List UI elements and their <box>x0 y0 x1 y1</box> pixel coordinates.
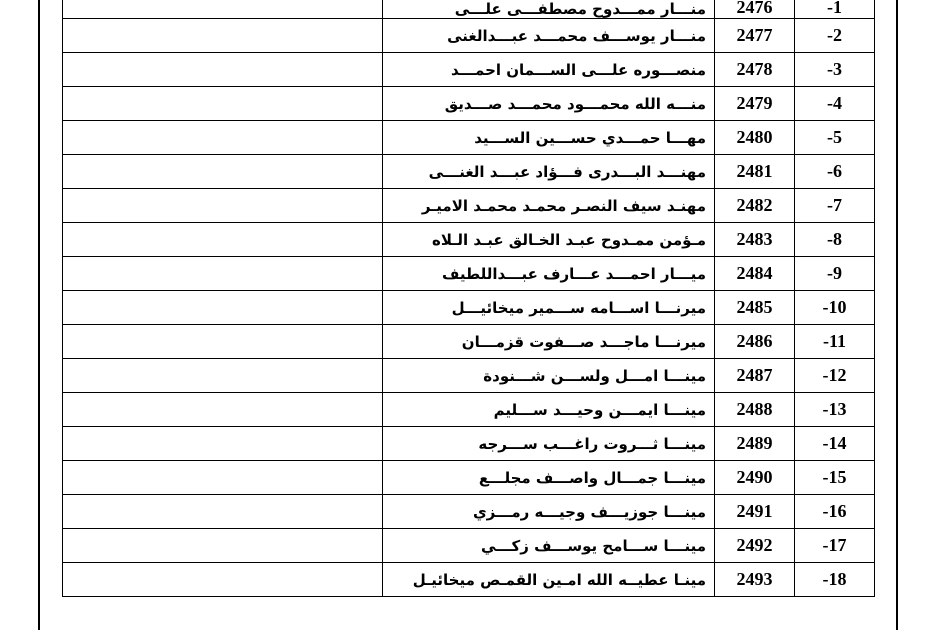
blank-cell <box>63 359 383 393</box>
student-name-cell: مينـــا امـــل ولســـن شـــنودة <box>383 359 715 393</box>
student-name-cell: منـــار ممـــدوح مصطفـــى علـــى <box>383 0 715 19</box>
table-row <box>63 155 875 189</box>
seat-number-cell: 2485 <box>715 291 795 325</box>
row-index-cell: -6 <box>795 155 875 189</box>
table-row <box>63 121 875 155</box>
row-index-cell: -16 <box>795 495 875 529</box>
blank-cell <box>63 461 383 495</box>
blank-cell <box>63 53 383 87</box>
table-row <box>63 563 875 597</box>
seat-number-cell: 2493 <box>715 563 795 597</box>
student-name-cell: منصـــوره علـــى الســـمان احمـــد <box>383 53 715 87</box>
table-row <box>63 529 875 563</box>
table-row <box>63 189 875 223</box>
student-name-cell: ميرنـــا ماجـــد صـــفوت قزمـــان <box>383 325 715 359</box>
blank-cell <box>63 19 383 53</box>
row-index-cell: -17 <box>795 529 875 563</box>
table-row <box>63 325 875 359</box>
table-row <box>63 495 875 529</box>
row-index-cell: -10 <box>795 291 875 325</box>
student-name-cell: ميرنـــا اســـامه ســـمير ميخائيـــل <box>383 291 715 325</box>
blank-cell <box>63 529 383 563</box>
seat-number-cell: 2484 <box>715 257 795 291</box>
student-name-cell: مينـــا جوزيـــف وجيـــه رمـــزي <box>383 495 715 529</box>
student-name-cell: مهنـد سيف النصـر محمـد محمـد الاميـر <box>383 189 715 223</box>
seat-number-cell: 2483 <box>715 223 795 257</box>
table-row <box>63 87 875 121</box>
row-index-cell: -13 <box>795 393 875 427</box>
seat-number-cell: 2489 <box>715 427 795 461</box>
row-index-cell: -4 <box>795 87 875 121</box>
seat-number-cell: 2480 <box>715 121 795 155</box>
student-name-cell: مينـــا ايمـــن وحيـــد ســـليم <box>383 393 715 427</box>
seat-number-cell: 2492 <box>715 529 795 563</box>
seat-number-cell: 2488 <box>715 393 795 427</box>
blank-cell <box>63 87 383 121</box>
blank-cell <box>63 257 383 291</box>
seat-number-cell: 2477 <box>715 19 795 53</box>
student-name-cell: مهنـــد البـــدرى فـــؤاد عبـــد الغنـــى <box>383 155 715 189</box>
blank-cell <box>63 563 383 597</box>
blank-cell <box>63 325 383 359</box>
blank-cell <box>63 121 383 155</box>
blank-cell <box>63 393 383 427</box>
row-index-cell: -3 <box>795 53 875 87</box>
table-row <box>63 19 875 53</box>
row-index-cell: -9 <box>795 257 875 291</box>
table-row <box>63 0 875 19</box>
blank-cell <box>63 189 383 223</box>
row-index-cell: -11 <box>795 325 875 359</box>
seat-number-cell: 2476 <box>715 0 795 19</box>
table-row <box>63 291 875 325</box>
row-index-cell: -2 <box>795 19 875 53</box>
row-index-cell: -15 <box>795 461 875 495</box>
table-row <box>63 359 875 393</box>
blank-cell <box>63 155 383 189</box>
row-index-cell: -1 <box>795 0 875 19</box>
seat-number-cell: 2486 <box>715 325 795 359</box>
table-row <box>63 393 875 427</box>
row-index-cell: -12 <box>795 359 875 393</box>
seat-number-cell: 2479 <box>715 87 795 121</box>
student-name-cell: مـؤمن ممـدوح عبـد الخـالق عبـد الـلاه <box>383 223 715 257</box>
student-name-cell: مينـــا جمـــال واصـــف مجلـــع <box>383 461 715 495</box>
blank-cell <box>63 291 383 325</box>
student-name-cell: مينـــا ســـامح يوســـف زكـــي <box>383 529 715 563</box>
row-index-cell: -7 <box>795 189 875 223</box>
blank-cell <box>63 495 383 529</box>
row-index-cell: -8 <box>795 223 875 257</box>
student-name-cell: مهـــا حمـــدي حســـين الســـيد <box>383 121 715 155</box>
row-index-cell: -18 <box>795 563 875 597</box>
student-name-cell: منـــه الله محمـــود محمـــد صـــديق <box>383 87 715 121</box>
seat-number-cell: 2482 <box>715 189 795 223</box>
table-row <box>63 257 875 291</box>
row-index-cell: -5 <box>795 121 875 155</box>
row-index-cell: -14 <box>795 427 875 461</box>
blank-cell <box>63 223 383 257</box>
student-name-cell: ميـــار احمـــد عـــارف عبـــداللطيف <box>383 257 715 291</box>
table-row <box>63 427 875 461</box>
student-name-cell: مينـا عطيــه الله امـين القمـص ميخائيـل <box>383 563 715 597</box>
table-row <box>63 223 875 257</box>
table-row <box>63 461 875 495</box>
student-name-cell: مينـــا ثـــروت راغـــب ســـرجه <box>383 427 715 461</box>
seat-number-cell: 2491 <box>715 495 795 529</box>
table-row <box>63 53 875 87</box>
roster-table <box>62 0 875 597</box>
seat-number-cell: 2478 <box>715 53 795 87</box>
seat-number-cell: 2481 <box>715 155 795 189</box>
roster-body <box>63 0 875 597</box>
blank-cell <box>63 427 383 461</box>
student-name-cell: منـــار يوســـف محمـــد عبـــدالغنى <box>383 19 715 53</box>
seat-number-cell: 2490 <box>715 461 795 495</box>
seat-number-cell: 2487 <box>715 359 795 393</box>
blank-cell <box>63 0 383 19</box>
